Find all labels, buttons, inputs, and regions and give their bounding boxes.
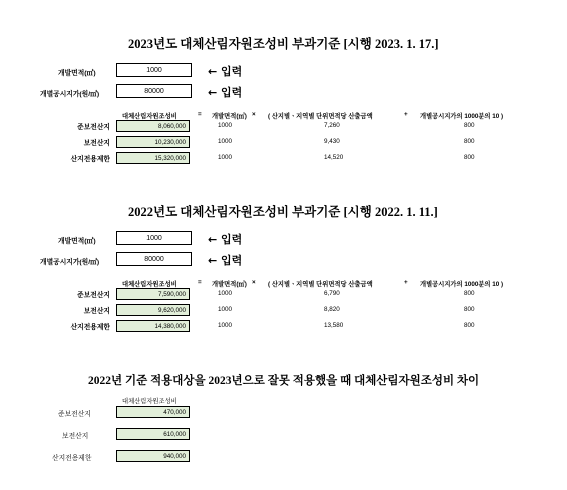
header-area: 개발면적(㎡) <box>212 113 247 120</box>
fee-cell: 15,320,000 <box>116 152 190 164</box>
price-input[interactable]: 80000 <box>116 84 192 98</box>
fee-cell: 7,590,000 <box>116 288 190 300</box>
difference-cell: 610,000 <box>116 428 190 440</box>
rate-cell: 13,580 <box>324 322 344 329</box>
land-cell: 800 <box>464 154 475 161</box>
header-fee: 대체산림자원조성비 <box>122 113 177 120</box>
header-unit-rate: ( 산지별ㆍ지역별 단위면적당 산출금액 <box>268 281 373 288</box>
price-label: 개별공시지가(원/㎡) <box>40 259 100 266</box>
header-eq: = <box>198 111 202 118</box>
row-label: 준보전산지 <box>77 124 110 131</box>
land-cell: 800 <box>464 322 475 329</box>
area-label: 개발면적(㎡) <box>58 238 96 245</box>
area-input[interactable]: 1000 <box>116 231 192 245</box>
row-label: 준보전산지 <box>77 292 110 299</box>
area-cell: 1000 <box>218 138 233 145</box>
row-label: 보전산지 <box>83 308 110 315</box>
header-plus: + <box>404 279 408 286</box>
rate-cell: 14,520 <box>324 154 344 161</box>
header-unit-rate: ( 산지별ㆍ지역별 단위면적당 산출금액 <box>268 113 373 120</box>
fee-cell: 9,620,000 <box>116 304 190 316</box>
difference-row-label: 준보전산지 <box>58 411 91 418</box>
fee-cell: 8,060,000 <box>116 120 190 132</box>
row-label: 산지전용제한 <box>70 324 110 331</box>
difference-cell: 940,000 <box>116 450 190 462</box>
area-cell: 1000 <box>218 122 233 129</box>
header-area: 개발면적(㎡) <box>212 281 247 288</box>
difference-header: 대체산림자원조성비 <box>122 398 177 405</box>
row-label: 보전산지 <box>83 140 110 147</box>
header-land: 개별공시지가의 1000분의 10 ) <box>420 113 504 120</box>
difference-row-label: 산지전용제한 <box>52 455 92 462</box>
land-cell: 800 <box>464 122 475 129</box>
header-eq: = <box>198 279 202 286</box>
input-hint: ← 입력 <box>208 254 243 267</box>
rate-cell: 9,430 <box>324 138 340 145</box>
header-times: × <box>252 111 256 118</box>
area-cell: 1000 <box>218 290 233 297</box>
input-hint: ← 입력 <box>208 65 243 78</box>
header-plus: + <box>404 111 408 118</box>
section-title: 2022년도 대체산림자원조성비 부과기준 [시행 2022. 1. 11.] <box>128 205 438 219</box>
section-title: 2023년도 대체산림자원조성비 부과기준 [시행 2023. 1. 17.] <box>128 37 439 51</box>
input-hint: ← 입력 <box>208 233 243 246</box>
rate-cell: 6,790 <box>324 290 340 297</box>
header-times: × <box>252 279 256 286</box>
area-cell: 1000 <box>218 322 233 329</box>
difference-cell: 470,000 <box>116 406 190 418</box>
price-label: 개별공시지가(원/㎡) <box>40 91 100 98</box>
fee-cell: 14,380,000 <box>116 320 190 332</box>
header-fee: 대체산림자원조성비 <box>122 281 177 288</box>
area-cell: 1000 <box>218 154 233 161</box>
land-cell: 800 <box>464 290 475 297</box>
area-label: 개발면적(㎡) <box>58 70 96 77</box>
land-cell: 800 <box>464 306 475 313</box>
land-cell: 800 <box>464 138 475 145</box>
price-input[interactable]: 80000 <box>116 252 192 266</box>
input-hint: ← 입력 <box>208 86 243 99</box>
row-label: 산지전용제한 <box>70 156 110 163</box>
fee-cell: 10,230,000 <box>116 136 190 148</box>
header-land: 개별공시지가의 1000분의 10 ) <box>420 281 504 288</box>
rate-cell: 7,260 <box>324 122 340 129</box>
difference-title: 2022년 기준 적용대상을 2023년으로 잘못 적용했을 때 대체산림자원조성비 차이 <box>88 375 480 387</box>
area-input[interactable]: 1000 <box>116 63 192 77</box>
difference-row-label: 보전산지 <box>62 433 89 440</box>
rate-cell: 8,820 <box>324 306 340 313</box>
area-cell: 1000 <box>218 306 233 313</box>
